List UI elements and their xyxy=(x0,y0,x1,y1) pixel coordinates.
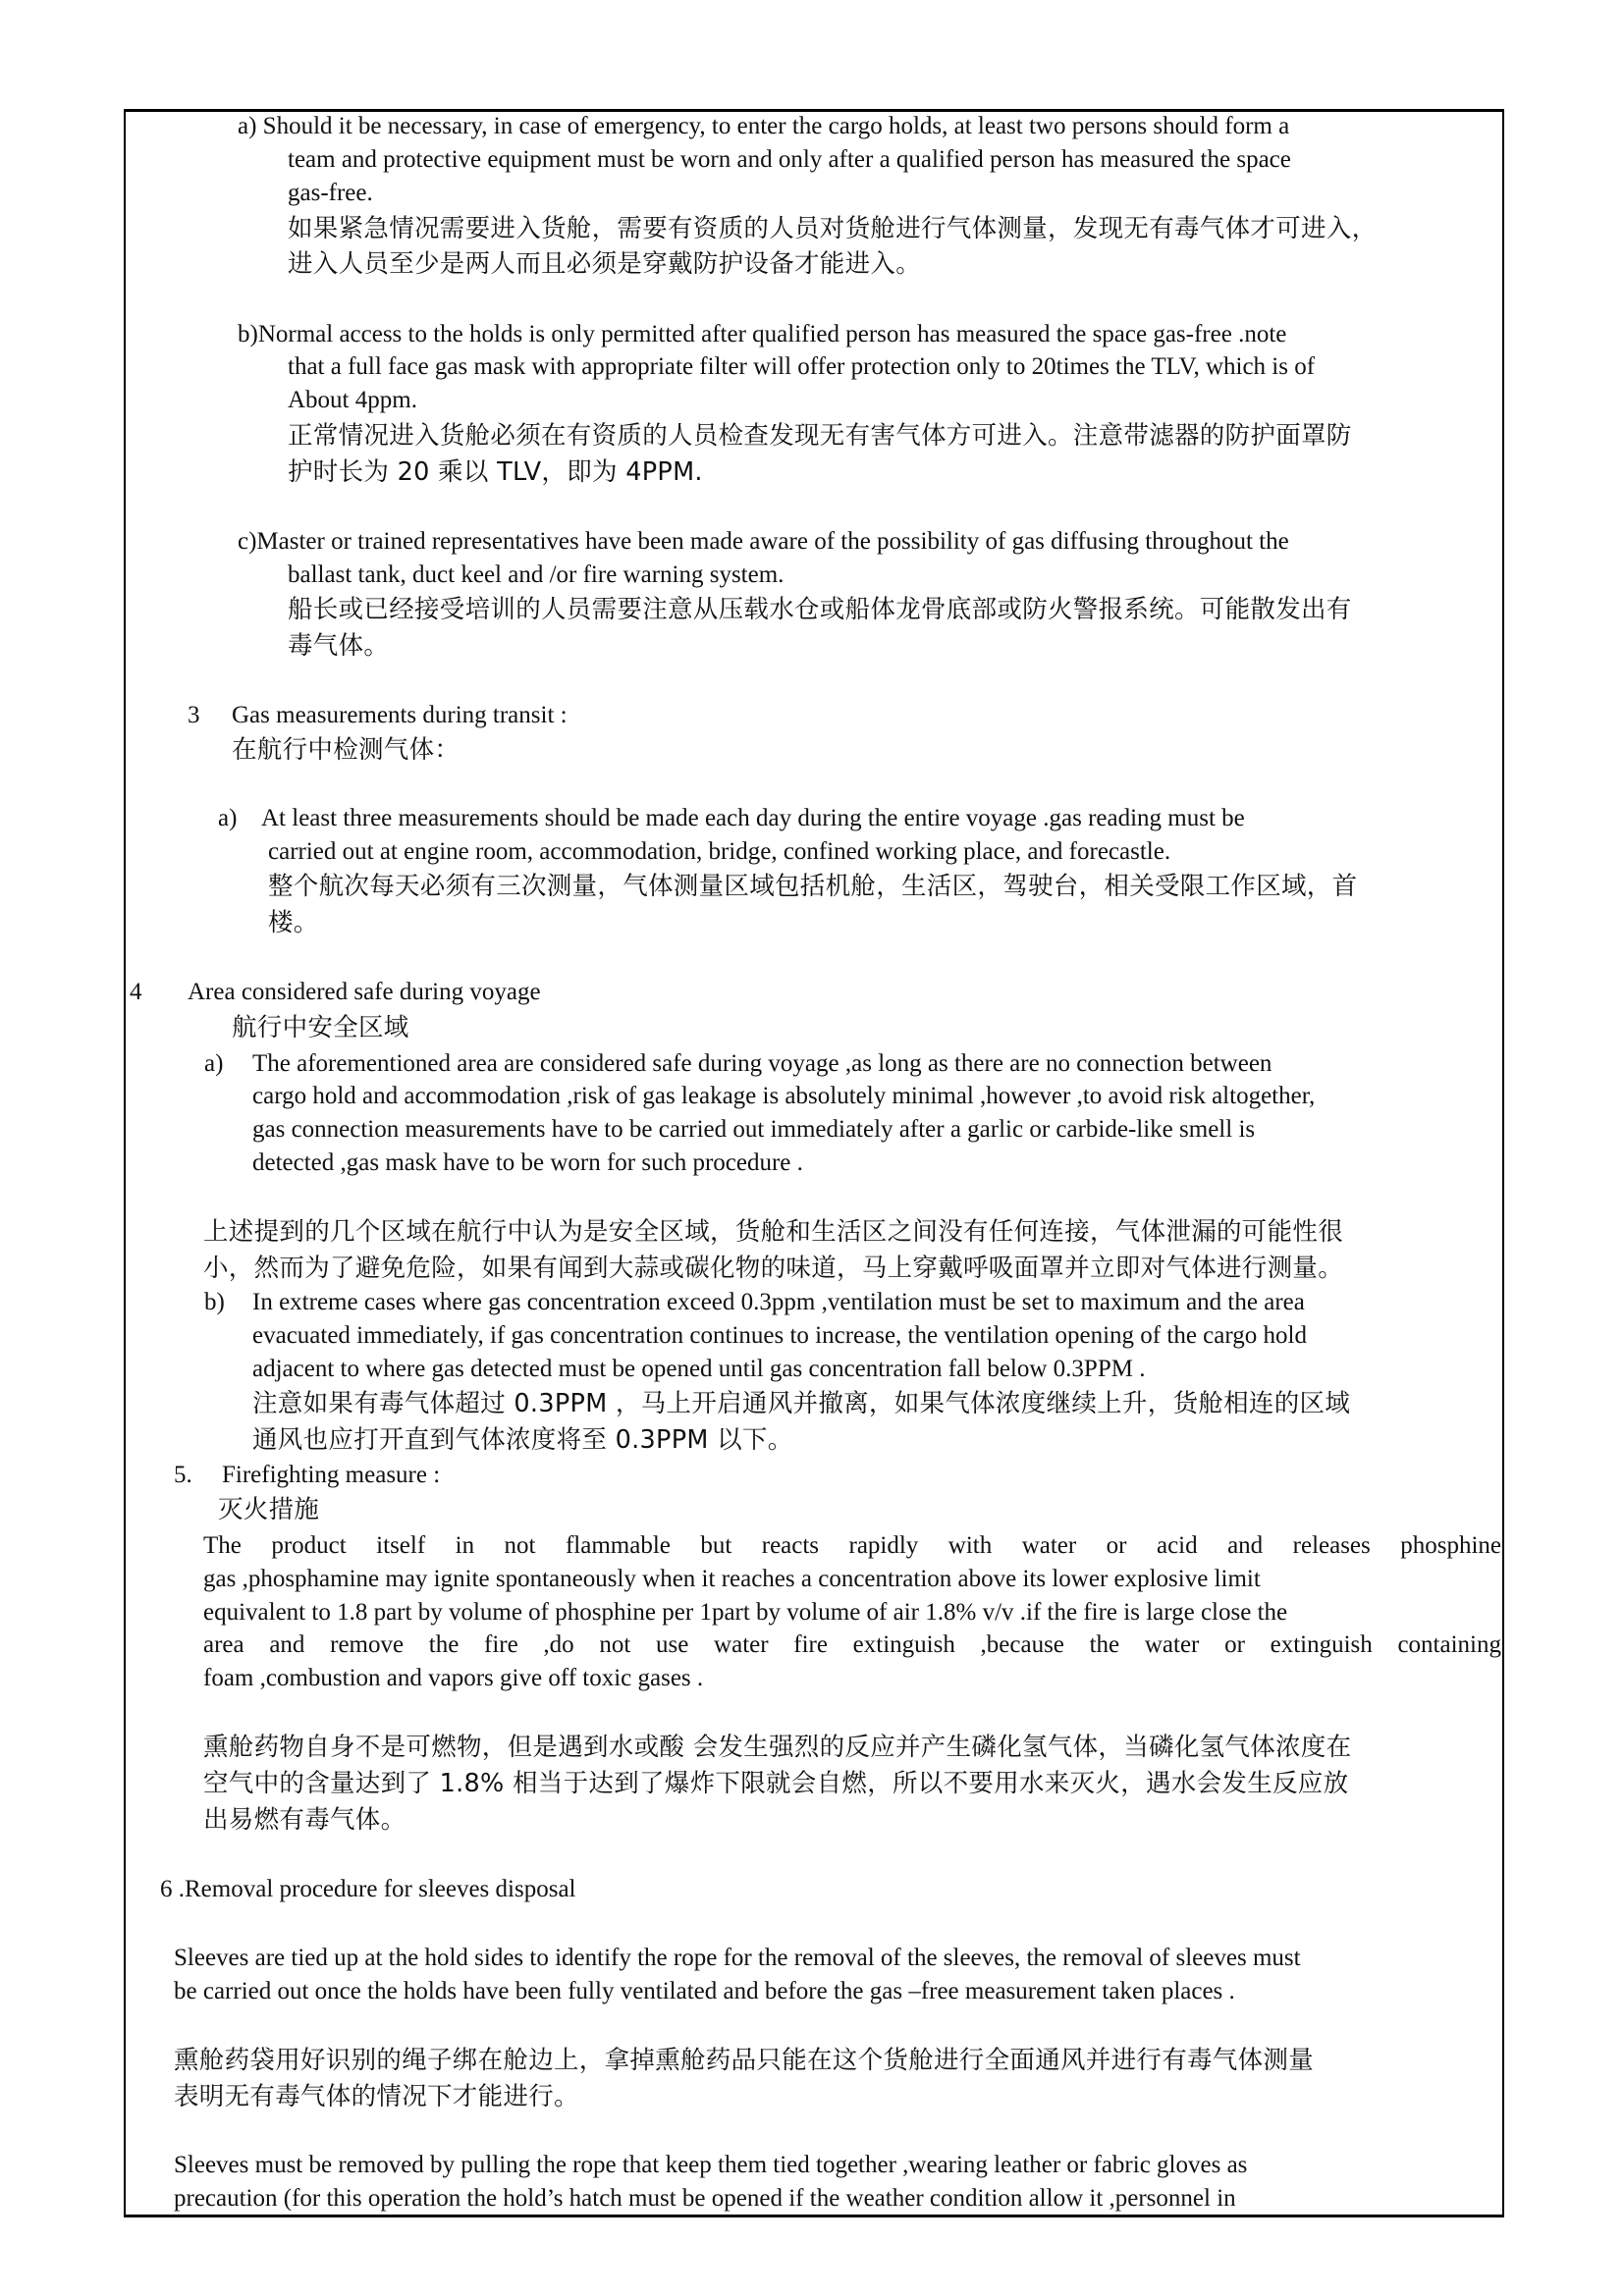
text-line: evacuated immediately, if gas concentration continues to increase, the ventilation opening of the cargo hold xyxy=(252,1322,1307,1349)
text-line-zh: 进入人员至少是两人而且必须是穿戴防护设备才能进入。 xyxy=(288,249,922,279)
text-line: cargo hold and accommodation ,risk of gas leakage is absolutely minimal ,however ,to avoid risk altogether, xyxy=(252,1083,1316,1109)
text-line: be carried out once the holds have been fully ventilated and before the gas –free measurement taken places . xyxy=(174,1978,1235,2004)
text-line: About 4ppm. xyxy=(288,387,417,413)
text-line-zh: 通风也应打开直到气体浓度将至 0.3PPM 以下。 xyxy=(252,1425,793,1455)
text-line: area and remove the fire ,do not use water fire extinguish ,because the water or extinguish containing xyxy=(203,1631,1501,1658)
section-title-zh: 航行中安全区域 xyxy=(232,1013,409,1042)
text-line: adjacent to where gas detected must be opened until gas concentration fall below 0.3PPM . xyxy=(252,1356,1146,1382)
item-label: a) xyxy=(218,805,238,831)
text-line: foam ,combustion and vapors give off toxic gases . xyxy=(203,1665,704,1691)
section-title: Gas measurements during transit : xyxy=(232,702,568,728)
text-line: team and protective equipment must be worn and only after a qualified person has measured the space xyxy=(288,146,1291,173)
text-line: precaution (for this operation the hold’s hatch must be opened if the weather condition allow it ,personnel in xyxy=(174,2185,1236,2212)
section-title: Area considered safe during voyage xyxy=(188,979,541,1005)
text-line-zh: 护时长为 20 乘以 TLV，即为 4PPM. xyxy=(288,457,703,487)
text-line: detected ,gas mask have to be worn for such procedure . xyxy=(252,1149,803,1176)
text-line: equivalent to 1.8 part by volume of phosphine per 1part by volume of air 1.8% v/v .if the fire is large close the xyxy=(203,1599,1288,1626)
text-line: a) Should it be necessary, in case of emergency, to enter the cargo holds, at least two persons should form a xyxy=(238,113,1290,139)
text-line-zh: 船长或已经接受培训的人员需要注意从压载水仓或船体龙骨底部或防火警报系统。可能散发出有 xyxy=(288,595,1352,624)
text-line: gas-free. xyxy=(288,180,373,206)
text-line-zh: 上述提到的几个区域在航行中认为是安全区域，货舱和生活区之间没有任何连接，气体泄漏的可能性很 xyxy=(203,1217,1344,1247)
text-line-zh: 熏舱药袋用好识别的绳子绑在舱边上，拿掉熏舱药品只能在这个货舱进行全面通风并进行有毒气体测量 xyxy=(174,2046,1315,2075)
section-number: 3 xyxy=(188,702,200,728)
text-line: gas connection measurements have to be carried out immediately after a garlic or carbide-like smell is xyxy=(252,1116,1256,1143)
text-line-zh: 表明无有毒气体的情况下才能进行。 xyxy=(174,2082,579,2111)
text-line-zh: 空气中的含量达到了 1.8% 相当于达到了爆炸下限就会自燃，所以不要用水来灭火，遇水会发生反应放 xyxy=(203,1769,1349,1798)
text-line-zh: 小，然而为了避免危险，如果有闻到大蒜或碳化物的味道，马上穿戴呼吸面罩并立即对气体进行测量。 xyxy=(203,1254,1344,1283)
text-line-zh: 毒气体。 xyxy=(288,631,390,661)
text-line: Sleeves are tied up at the hold sides to identify the rope for the removal of the sleeves, the removal of sleeves must xyxy=(174,1945,1301,1971)
text-line: The product itself in not flammable but reacts rapidly with water or acid and releases phosphine xyxy=(203,1532,1501,1559)
item-label: b) xyxy=(204,1289,225,1315)
section-number: 4 xyxy=(130,979,142,1005)
text-line-zh: 正常情况进入货舱必须在有资质的人员检查发现无有害气体方可进入。注意带滤器的防护面罩防 xyxy=(288,421,1352,451)
text-line: that a full face gas mask with appropriate filter will offer protection only to 20times the TLV, which is of xyxy=(288,353,1316,380)
section-title-zh: 灭火措施 xyxy=(218,1495,320,1524)
item-label: a) xyxy=(204,1050,224,1077)
text-line: carried out at engine room, accommodation, bridge, confined working place, and forecastle. xyxy=(268,838,1171,865)
section-number: 5. xyxy=(174,1462,192,1488)
text-line: At least three measurements should be made each day during the entire voyage .gas reading must be xyxy=(261,805,1245,831)
text-line-zh: 出易燃有毒气体。 xyxy=(203,1805,406,1835)
text-line: c)Master or trained representatives have been made aware of the possibility of gas diffusing throughout the xyxy=(238,528,1289,555)
text-line: gas ,phosphamine may ignite spontaneously when it reaches a concentration above its lower explosive limit xyxy=(203,1566,1261,1592)
section-title: 6 .Removal procedure for sleeves disposal xyxy=(160,1876,576,1902)
text-line: Sleeves must be removed by pulling the rope that keep them tied together ,wearing leather or fabric gloves as xyxy=(174,2152,1248,2178)
text-line-zh: 楼。 xyxy=(268,908,319,937)
text-line-zh: 熏舱药物自身不是可燃物，但是遇到水或酸 会发生强烈的反应并产生磷化氢气体，当磷化氢气体浓度在 xyxy=(203,1733,1352,1762)
section-title: Firefighting measure : xyxy=(222,1462,441,1488)
text-line: b)Normal access to the holds is only permitted after qualified person has measured the space gas-free .note xyxy=(238,321,1287,347)
section-title-zh: 在航行中检测气体： xyxy=(232,735,460,765)
text-line-zh: 整个航次每天必须有三次测量，气体测量区域包括机舱，生活区，驾驶台，相关受限工作区域，首 xyxy=(268,872,1358,901)
text-line: The aforementioned area are considered safe during voyage ,as long as there are no connection between xyxy=(252,1050,1272,1077)
text-line-zh: 如果紧急情况需要进入货舱，需要有资质的人员对货舱进行气体测量，发现无有毒气体才可进入， xyxy=(288,214,1378,243)
text-line-zh: 注意如果有毒气体超过 0.3PPM ，马上开启通风并撤离，如果气体浓度继续上升，货舱相连的区域 xyxy=(252,1389,1351,1418)
text-line: ballast tank, duct keel and /or fire warning system. xyxy=(288,561,785,588)
text-line: In extreme cases where gas concentration exceed 0.3ppm ,ventilation must be set to maximum and the area xyxy=(252,1289,1305,1315)
